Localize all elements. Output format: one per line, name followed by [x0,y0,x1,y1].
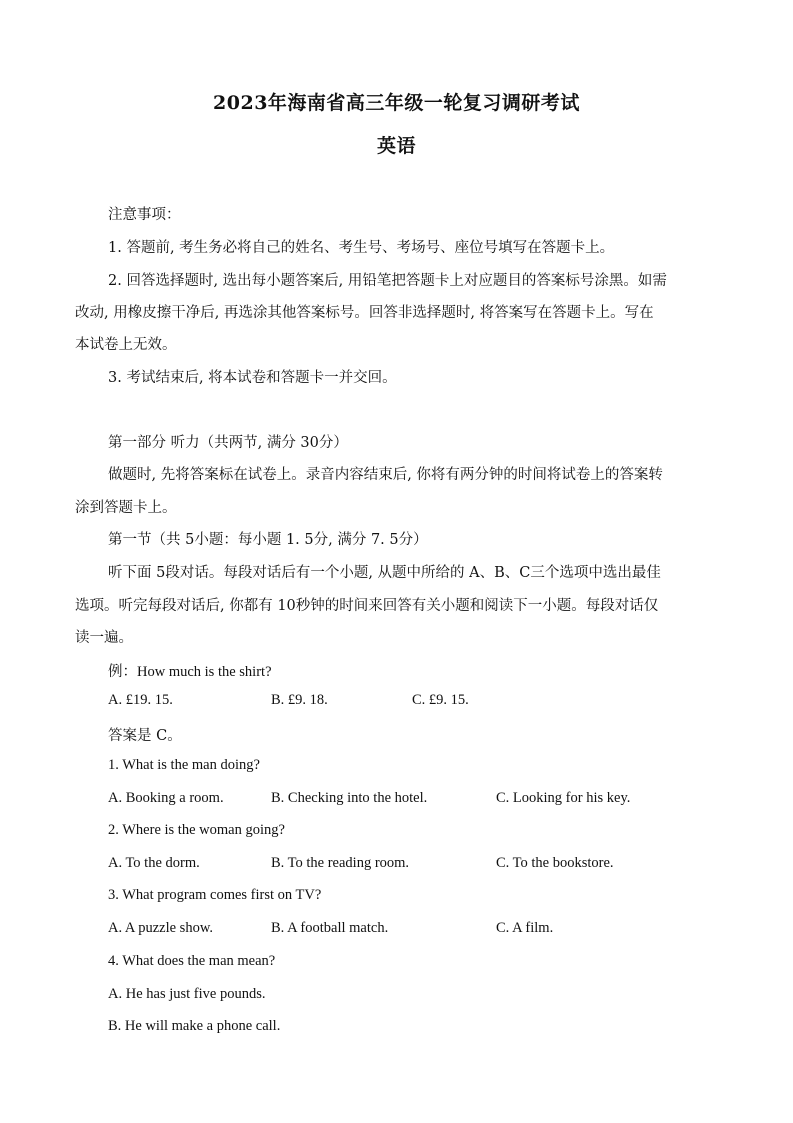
question-1-option-b: B. Checking into the hotel. [271,790,428,806]
section1-instruction: 听下面 5段对话。每段对话后有一个小题, 从题中所给的 A、B、C三个选项中选出最佳 [108,565,661,581]
question-2-option-a: A. To the dorm. [108,855,200,871]
question-4: 4. What does the man mean? [108,953,276,969]
question-3-option-a: A. A puzzle show. [108,920,213,936]
example-option-a: A. £19. 15. [108,692,173,708]
notice-item: 2. 回答选择题时, 选出每小题答案后, 用铅笔把答题卡上对应题目的答案标号涂黑。如需 [108,273,667,289]
notice-item: 3. 考试结束后, 将本试卷和答题卡一并交回。 [108,370,397,386]
notice-item: 改动, 用橡皮擦干净后, 再选涂其他答案标号。回答非选择题时, 将答案写在答题卡上。写在 [75,305,654,321]
part1-instruction: 做题时, 先将答案标在试卷上。录音内容结束后, 你将有两分钟的时间将试卷上的答案转 [108,467,663,483]
question-4-option-b: B. He will make a phone call. [108,1018,281,1034]
part1-instruction: 涂到答题卡上。 [75,500,177,516]
question-2: 2. Where is the woman going? [108,822,285,838]
question-1: 1. What is the man doing? [108,757,260,773]
question-1-option-a: A. Booking a room. [108,790,224,806]
section1-instruction: 选项。听完每段对话后, 你都有 10秒钟的时间来回答有关小题和阅读下一小题。每段对话仅 [75,598,659,614]
part1-heading: 第一部分 听力（共两节, 满分 30分） [108,435,348,451]
question-3: 3. What program comes first on TV? [108,887,322,903]
notice-item: 1. 答题前, 考生务必将自己的姓名、考生号、考场号、座位号填写在答题卡上。 [108,240,615,256]
question-3-option-b: B. A football match. [271,920,389,936]
question-3-option-c: C. A film. [496,920,554,936]
question-1-option-c: C. Looking for his key. [496,790,631,806]
example-answer: 答案是 C。 [108,728,182,744]
question-2-option-b: B. To the reading room. [271,855,410,871]
example-question: 例：How much is the shirt? [108,664,272,680]
exam-title: 2023年海南省高三年级一轮复习调研考试 [213,92,580,114]
exam-subject: 英语 [376,135,416,157]
notice-heading: 注意事项： [108,207,181,223]
notice-item: 本试卷上无效。 [75,337,177,353]
section1-instruction: 读一遍。 [75,630,133,646]
question-2-option-c: C. To the bookstore. [496,855,614,871]
section1-heading: 第一节（共 5小题：每小题 1. 5分, 满分 7. 5分） [108,532,428,548]
example-option-c: C. £9. 15. [412,692,469,708]
question-4-option-a: A. He has just five pounds. [108,986,266,1002]
example-option-b: B. £9. 18. [271,692,328,708]
